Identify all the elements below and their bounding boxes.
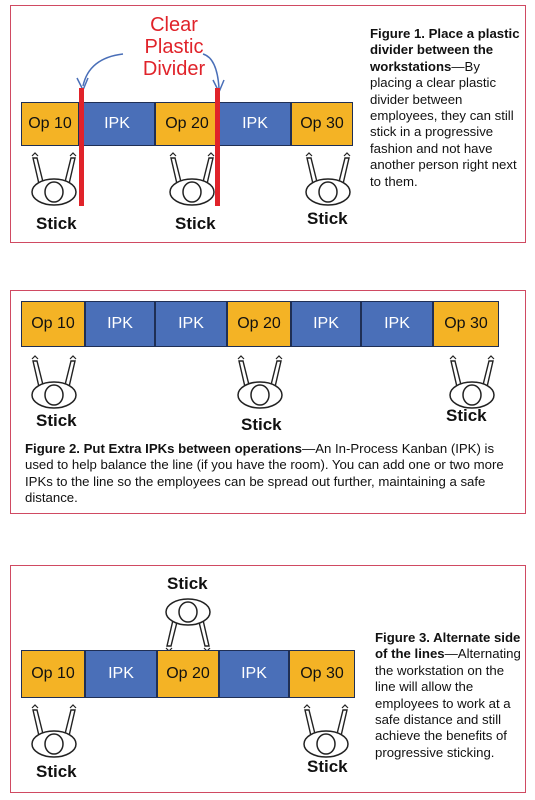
stick-label: Stick xyxy=(36,762,77,781)
divider-label-line-1: Clear xyxy=(150,14,198,36)
worker-icon xyxy=(23,355,85,416)
figure-2-caption xyxy=(25,441,515,507)
figure-1-caption xyxy=(370,26,520,190)
stick-label: Stick xyxy=(307,757,348,776)
stick-label: Stick xyxy=(167,574,208,593)
ipk-station: IPK xyxy=(155,301,227,347)
stick-label: Stick xyxy=(446,406,487,425)
op30-station: Op 30 xyxy=(291,102,353,146)
figure-2-caption-title: Figure 2. Put Extra IPKs between operations xyxy=(25,441,303,456)
ipk-station: IPK xyxy=(85,301,155,347)
op20-station: Op 20 xyxy=(227,301,291,347)
stick-label: Stick xyxy=(175,214,216,233)
ipk-station: IPK xyxy=(291,301,361,347)
ipk-station: IPK xyxy=(79,102,155,146)
op20-station: Op 20 xyxy=(155,102,219,146)
figure-3-caption xyxy=(375,630,521,761)
ipk-station: IPK xyxy=(361,301,433,347)
stick-label: Stick xyxy=(36,214,77,233)
ipk-station: IPK xyxy=(219,102,291,146)
worker-icon xyxy=(229,355,291,416)
worker-icon-flipped xyxy=(157,596,219,657)
divider-arrows xyxy=(11,6,371,116)
ipk-station: IPK xyxy=(85,650,157,698)
worker-icon xyxy=(23,152,85,213)
figure-1-panel xyxy=(10,5,526,243)
figure-2-caption-text: —An In-Process Kanban (IPK) is used to help balance the line (if you have the room). You can add one or two more IPKs to the line so the employees can be spread out further, maintaining a safe distance. xyxy=(25,441,504,506)
op10-station: Op 10 xyxy=(21,301,85,347)
stick-label: Stick xyxy=(36,411,77,430)
figure-2-panel xyxy=(10,290,526,514)
divider-label-line-2: Plastic xyxy=(144,36,204,58)
figure-3-caption-title: Figure 3. Alternate side of the lines xyxy=(375,630,521,662)
worker-icon xyxy=(295,704,357,765)
op10-station: Op 10 xyxy=(21,650,85,698)
worker-icon xyxy=(23,704,85,765)
stick-label: Stick xyxy=(241,415,282,434)
worker-icon xyxy=(161,152,223,213)
ipk-station: IPK xyxy=(219,650,289,698)
op20-station: Op 20 xyxy=(157,650,219,698)
figure-1-caption-title: Figure 1. Place a plastic divider between the workstations xyxy=(370,26,520,74)
op30-station: Op 30 xyxy=(433,301,499,347)
figure-1-caption-text: —By placing a clear plastic divider between employees, they can still stick in a progressive fashion and not have another person right next to them. xyxy=(370,58,517,189)
stick-label: Stick xyxy=(307,209,348,228)
op10-station: Op 10 xyxy=(21,102,79,146)
op30-station: Op 30 xyxy=(289,650,355,698)
worker-icon xyxy=(297,152,359,213)
figure-3-panel xyxy=(10,565,526,793)
figure-3-caption-text: —Alternating the workstation on the line will allow the employees to work at a safe distance and still achieve the benefits of progressive sticking. xyxy=(375,646,521,760)
divider-label-line-3: Divider xyxy=(142,58,206,80)
